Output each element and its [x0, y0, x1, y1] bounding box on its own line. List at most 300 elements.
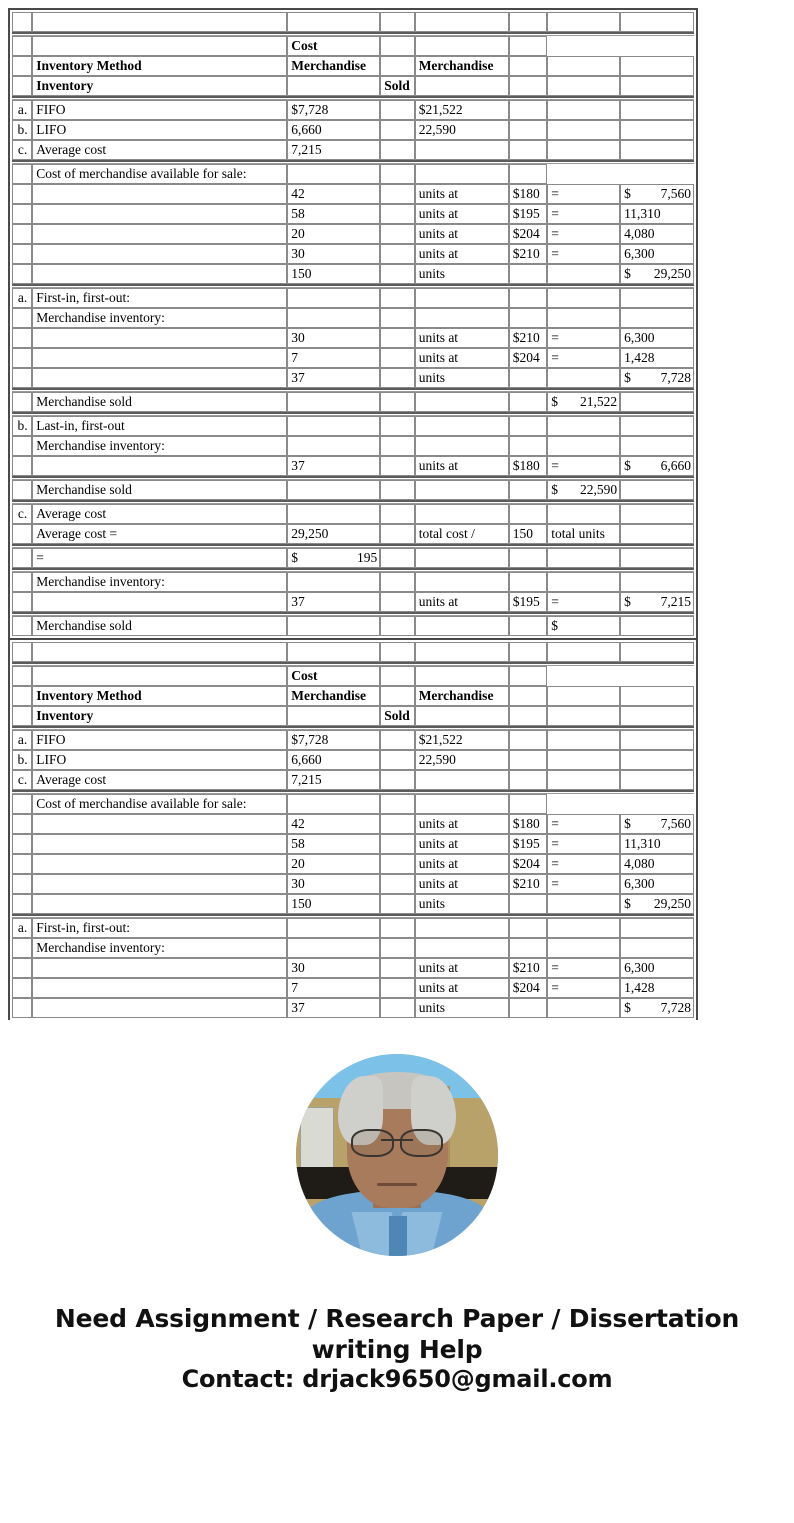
- cell-cost-inventory[interactable]: 6,660: [287, 120, 380, 140]
- header-merchandise-1[interactable]: Merchandise: [287, 686, 380, 706]
- cell-f[interactable]: [509, 140, 547, 160]
- cell-merch-sold[interactable]: [415, 140, 509, 160]
- cell-cost-inventory[interactable]: 7,215: [287, 140, 380, 160]
- cell-f[interactable]: [509, 100, 547, 120]
- label-fifo-title[interactable]: First-in, first-out:: [32, 288, 287, 308]
- cell-g[interactable]: [547, 548, 620, 568]
- cell-label[interactable]: [32, 978, 287, 998]
- cell-d[interactable]: [380, 592, 414, 612]
- cell-d[interactable]: [380, 794, 414, 814]
- cell-key[interactable]: [12, 666, 32, 686]
- cell-price[interactable]: $195: [509, 204, 547, 224]
- cell-units-at[interactable]: units at: [415, 592, 509, 612]
- cell-total-units-label[interactable]: total units: [547, 524, 620, 544]
- cell-d[interactable]: [380, 392, 414, 412]
- cell-g[interactable]: [547, 770, 620, 790]
- cell-h[interactable]: [620, 730, 694, 750]
- cell-units[interactable]: units: [415, 998, 509, 1018]
- cell-h[interactable]: [620, 140, 694, 160]
- cell-d[interactable]: [380, 436, 414, 456]
- cell-key[interactable]: [12, 244, 32, 264]
- cell-method[interactable]: FIFO: [32, 730, 287, 750]
- cell-f[interactable]: [509, 770, 547, 790]
- cell-key[interactable]: b.: [12, 416, 32, 436]
- cell-d[interactable]: [380, 416, 414, 436]
- cell-key[interactable]: [12, 958, 32, 978]
- cell-qty[interactable]: 150: [287, 264, 380, 284]
- cell-f[interactable]: [509, 706, 547, 726]
- header-inventory-method[interactable]: Inventory Method: [32, 56, 287, 76]
- cell-c[interactable]: [287, 794, 380, 814]
- cell-equals[interactable]: =: [547, 328, 620, 348]
- cell-e[interactable]: [415, 666, 509, 686]
- cell-sold-amount[interactable]: [547, 616, 620, 636]
- cell-d[interactable]: [380, 308, 414, 328]
- cell-f[interactable]: [509, 164, 547, 184]
- cell-key[interactable]: [12, 524, 32, 544]
- cell-equals[interactable]: =: [547, 834, 620, 854]
- cell-equals[interactable]: =: [547, 958, 620, 978]
- cell-amount[interactable]: 4,080: [620, 854, 694, 874]
- cell-key[interactable]: [12, 328, 32, 348]
- cell-label[interactable]: [32, 834, 287, 854]
- cell-equals[interactable]: =: [547, 456, 620, 476]
- cell-d[interactable]: [380, 224, 414, 244]
- cell-h[interactable]: [620, 938, 694, 958]
- cell-key[interactable]: [12, 642, 32, 662]
- cell-label[interactable]: [32, 854, 287, 874]
- label-cost-available[interactable]: Cost of merchandise available for sale:: [32, 164, 287, 184]
- header-merchandise-1[interactable]: Merchandise: [287, 56, 380, 76]
- cell-e[interactable]: [415, 706, 509, 726]
- cell-d[interactable]: [380, 12, 414, 32]
- cell-g[interactable]: [547, 938, 620, 958]
- cell-label[interactable]: [32, 814, 287, 834]
- cell-qty[interactable]: 150: [287, 894, 380, 914]
- cell-key[interactable]: [12, 706, 32, 726]
- cell-g[interactable]: [547, 918, 620, 938]
- cell-qty[interactable]: 37: [287, 998, 380, 1018]
- cell-qty[interactable]: 42: [287, 814, 380, 834]
- cell-merch-sold[interactable]: [415, 770, 509, 790]
- header-inventory[interactable]: Inventory: [32, 706, 287, 726]
- cell-f[interactable]: [509, 120, 547, 140]
- cell-units-at[interactable]: units at: [415, 204, 509, 224]
- label-merch-inventory[interactable]: Merchandise inventory:: [32, 436, 287, 456]
- label-merch-inventory[interactable]: Merchandise inventory:: [32, 572, 287, 592]
- cell-label[interactable]: [32, 368, 287, 388]
- label-avg-calc[interactable]: Average cost =: [32, 524, 287, 544]
- cell-c[interactable]: [287, 504, 380, 524]
- cell-c[interactable]: [287, 392, 380, 412]
- cell-d[interactable]: [380, 750, 414, 770]
- cell-equals[interactable]: =: [547, 874, 620, 894]
- cell-amount[interactable]: [620, 184, 694, 204]
- cell-units-at[interactable]: units at: [415, 456, 509, 476]
- cell-g[interactable]: [547, 140, 620, 160]
- cell-f[interactable]: [509, 288, 547, 308]
- cell-key[interactable]: [12, 456, 32, 476]
- cell-equals[interactable]: [547, 264, 620, 284]
- cell-equals[interactable]: =: [547, 978, 620, 998]
- cell-label[interactable]: [32, 998, 287, 1018]
- cell-label[interactable]: [32, 328, 287, 348]
- cell-label[interactable]: [32, 264, 287, 284]
- cell-equals[interactable]: =: [547, 814, 620, 834]
- cell-h[interactable]: [620, 770, 694, 790]
- cell-units-at[interactable]: units at: [415, 874, 509, 894]
- label-merch-inventory[interactable]: Merchandise inventory:: [32, 938, 287, 958]
- cell-avg-result[interactable]: [287, 548, 380, 568]
- cell-d[interactable]: [380, 100, 414, 120]
- cell-g[interactable]: [547, 76, 620, 96]
- cell-units[interactable]: units: [415, 894, 509, 914]
- cell-amount[interactable]: [620, 814, 694, 834]
- cell-key[interactable]: [12, 938, 32, 958]
- cell-key[interactable]: [12, 224, 32, 244]
- cell-d[interactable]: [380, 642, 414, 662]
- cell-d[interactable]: [380, 36, 414, 56]
- cell-amount[interactable]: 6,300: [620, 328, 694, 348]
- cell-h[interactable]: [620, 504, 694, 524]
- cell-equals[interactable]: =: [547, 244, 620, 264]
- cell-key[interactable]: [12, 76, 32, 96]
- cell-price[interactable]: $204: [509, 854, 547, 874]
- cell-equals[interactable]: [547, 894, 620, 914]
- cell-g[interactable]: [547, 416, 620, 436]
- cell-price[interactable]: [509, 264, 547, 284]
- cell-label[interactable]: [32, 592, 287, 612]
- cell-e[interactable]: [415, 794, 509, 814]
- cell-e[interactable]: [415, 436, 509, 456]
- header-merchandise-2[interactable]: Merchandise: [415, 686, 509, 706]
- cell-units[interactable]: units: [415, 264, 509, 284]
- cell-units-at[interactable]: units at: [415, 834, 509, 854]
- cell-h[interactable]: [620, 436, 694, 456]
- header-inventory-method[interactable]: Inventory Method: [32, 686, 287, 706]
- cell-price[interactable]: $180: [509, 456, 547, 476]
- cell-key[interactable]: [12, 368, 32, 388]
- cell-key[interactable]: [12, 348, 32, 368]
- cell-units-at[interactable]: units at: [415, 184, 509, 204]
- cell-key[interactable]: [12, 834, 32, 854]
- cell-merch-sold[interactable]: $21,522: [415, 100, 509, 120]
- cell-qty[interactable]: 30: [287, 244, 380, 264]
- cell-label[interactable]: [32, 456, 287, 476]
- cell-h[interactable]: [620, 706, 694, 726]
- cell-c[interactable]: [287, 308, 380, 328]
- cell-f[interactable]: [509, 76, 547, 96]
- cell-d[interactable]: [380, 288, 414, 308]
- cell-f[interactable]: [509, 616, 547, 636]
- cell-h[interactable]: [620, 56, 694, 76]
- header-inventory[interactable]: Inventory: [32, 76, 287, 96]
- cell-units-at[interactable]: units at: [415, 854, 509, 874]
- cell-g[interactable]: [547, 686, 620, 706]
- cell-h[interactable]: [620, 12, 694, 32]
- cell-amount-total[interactable]: [620, 998, 694, 1018]
- cell-h[interactable]: [620, 392, 694, 412]
- cell-g[interactable]: [547, 56, 620, 76]
- cell-equals[interactable]: =: [547, 204, 620, 224]
- cell-qty[interactable]: 58: [287, 834, 380, 854]
- cell-key[interactable]: [12, 548, 32, 568]
- header-sold[interactable]: Sold: [380, 706, 414, 726]
- cell-amount[interactable]: 1,428: [620, 348, 694, 368]
- cell-qty[interactable]: 30: [287, 958, 380, 978]
- cell-h[interactable]: [620, 308, 694, 328]
- cell-c[interactable]: [287, 416, 380, 436]
- cell-key[interactable]: [12, 164, 32, 184]
- cell-amount[interactable]: 6,300: [620, 958, 694, 978]
- cell-equals[interactable]: =: [547, 348, 620, 368]
- cell-qty[interactable]: 30: [287, 874, 380, 894]
- cell-h[interactable]: [620, 750, 694, 770]
- cell-g[interactable]: [547, 504, 620, 524]
- cell-qty[interactable]: 7: [287, 978, 380, 998]
- cell-label[interactable]: [32, 348, 287, 368]
- cell-total-units[interactable]: 150: [509, 524, 547, 544]
- cell-units-at[interactable]: units at: [415, 224, 509, 244]
- cell-d[interactable]: [380, 504, 414, 524]
- cell-f[interactable]: [509, 750, 547, 770]
- cell-e[interactable]: [415, 616, 509, 636]
- cell-key[interactable]: [12, 794, 32, 814]
- cell-total-cost-label[interactable]: total cost /: [415, 524, 509, 544]
- cell-d[interactable]: [380, 874, 414, 894]
- cell-e[interactable]: [415, 480, 509, 500]
- cell-qty[interactable]: 20: [287, 854, 380, 874]
- cell-merch-sold[interactable]: 22,590: [415, 120, 509, 140]
- cell-key[interactable]: [12, 686, 32, 706]
- cell-label[interactable]: [32, 244, 287, 264]
- cell-d[interactable]: [380, 686, 414, 706]
- label-merch-sold[interactable]: Merchandise sold: [32, 480, 287, 500]
- cell-h[interactable]: [620, 686, 694, 706]
- cell-label[interactable]: [32, 642, 287, 662]
- cell-amount-total[interactable]: [620, 456, 694, 476]
- cell-key[interactable]: [12, 392, 32, 412]
- cell-d[interactable]: [380, 56, 414, 76]
- cell-cost-inventory[interactable]: $7,728: [287, 100, 380, 120]
- cell-qty[interactable]: 58: [287, 204, 380, 224]
- cell-d[interactable]: [380, 456, 414, 476]
- cell-key[interactable]: [12, 436, 32, 456]
- cell-amount[interactable]: 1,428: [620, 978, 694, 998]
- cell-f[interactable]: [509, 36, 547, 56]
- cell-label[interactable]: [32, 894, 287, 914]
- cell-units[interactable]: units: [415, 368, 509, 388]
- cell-key[interactable]: b.: [12, 120, 32, 140]
- cell-f[interactable]: [509, 666, 547, 686]
- cell-price[interactable]: $204: [509, 978, 547, 998]
- cell-d[interactable]: [380, 204, 414, 224]
- cell-equals[interactable]: [547, 998, 620, 1018]
- cell-e[interactable]: [415, 416, 509, 436]
- cell-h[interactable]: [620, 480, 694, 500]
- cell-key[interactable]: b.: [12, 750, 32, 770]
- cell-amount[interactable]: 6,300: [620, 874, 694, 894]
- label-cost-available[interactable]: Cost of merchandise available for sale:: [32, 794, 287, 814]
- cell-qty[interactable]: 37: [287, 368, 380, 388]
- cell-d[interactable]: [380, 958, 414, 978]
- cell-c[interactable]: [287, 12, 380, 32]
- cell-f[interactable]: [509, 416, 547, 436]
- cell-c[interactable]: [287, 918, 380, 938]
- cell-key[interactable]: [12, 814, 32, 834]
- cell-g[interactable]: [547, 572, 620, 592]
- cell-f[interactable]: [509, 480, 547, 500]
- cell-d[interactable]: [380, 814, 414, 834]
- cell-d[interactable]: [380, 164, 414, 184]
- cell-key[interactable]: [12, 854, 32, 874]
- cell-f[interactable]: [509, 56, 547, 76]
- cell-label[interactable]: [32, 666, 287, 686]
- cell-e[interactable]: [415, 392, 509, 412]
- cell-key[interactable]: [12, 12, 32, 32]
- cell-d[interactable]: [380, 666, 414, 686]
- cell-g[interactable]: [547, 436, 620, 456]
- cell-f[interactable]: [509, 938, 547, 958]
- cell-key[interactable]: [12, 56, 32, 76]
- cell-h[interactable]: [620, 548, 694, 568]
- cell-d[interactable]: [380, 918, 414, 938]
- cell-c[interactable]: [287, 436, 380, 456]
- cell-d[interactable]: [380, 120, 414, 140]
- cell-method[interactable]: LIFO: [32, 750, 287, 770]
- cell-key[interactable]: a.: [12, 100, 32, 120]
- cell-total-cost[interactable]: 29,250: [287, 524, 380, 544]
- cell-key[interactable]: [12, 308, 32, 328]
- cell-price[interactable]: [509, 998, 547, 1018]
- cell-d[interactable]: [380, 328, 414, 348]
- cell-amount-total[interactable]: [620, 592, 694, 612]
- cell-c[interactable]: [287, 480, 380, 500]
- cell-key[interactable]: a.: [12, 918, 32, 938]
- cell-key[interactable]: [12, 572, 32, 592]
- label-merch-sold[interactable]: Merchandise sold: [32, 616, 287, 636]
- cell-e[interactable]: [415, 36, 509, 56]
- cell-h[interactable]: [620, 572, 694, 592]
- cell-d[interactable]: [380, 244, 414, 264]
- cell-units-at[interactable]: units at: [415, 814, 509, 834]
- header-cost[interactable]: Cost: [287, 36, 380, 56]
- cell-g[interactable]: [547, 12, 620, 32]
- cell-d[interactable]: [380, 616, 414, 636]
- cell-f[interactable]: [509, 794, 547, 814]
- cell-qty[interactable]: 20: [287, 224, 380, 244]
- header-cost[interactable]: Cost: [287, 666, 380, 686]
- cell-h[interactable]: [620, 918, 694, 938]
- cell-units-at[interactable]: units at: [415, 244, 509, 264]
- cell-e[interactable]: [415, 76, 509, 96]
- cell-d[interactable]: [380, 978, 414, 998]
- cell-method[interactable]: FIFO: [32, 100, 287, 120]
- cell-label[interactable]: [32, 224, 287, 244]
- cell-d[interactable]: [380, 368, 414, 388]
- cell-price[interactable]: $210: [509, 874, 547, 894]
- cell-d[interactable]: [380, 480, 414, 500]
- header-merchandise-2[interactable]: Merchandise: [415, 56, 509, 76]
- cell-price[interactable]: [509, 368, 547, 388]
- cell-equals[interactable]: [547, 368, 620, 388]
- cell-h[interactable]: [620, 288, 694, 308]
- cell-price[interactable]: $204: [509, 224, 547, 244]
- cell-equals[interactable]: =: [547, 854, 620, 874]
- cell-key[interactable]: [12, 184, 32, 204]
- cell-e[interactable]: [415, 308, 509, 328]
- cell-h[interactable]: [620, 100, 694, 120]
- cell-qty[interactable]: 42: [287, 184, 380, 204]
- cell-price[interactable]: $195: [509, 592, 547, 612]
- cell-cost-inventory[interactable]: $7,728: [287, 730, 380, 750]
- cell-g[interactable]: [547, 308, 620, 328]
- cell-h[interactable]: [620, 120, 694, 140]
- cell-f[interactable]: [509, 730, 547, 750]
- cell-cost-inventory[interactable]: 7,215: [287, 770, 380, 790]
- cell-merch-sold[interactable]: 22,590: [415, 750, 509, 770]
- cell-f[interactable]: [509, 548, 547, 568]
- cell-cost-inventory[interactable]: 6,660: [287, 750, 380, 770]
- cell-d[interactable]: [380, 730, 414, 750]
- cell-f[interactable]: [509, 436, 547, 456]
- cell-equals[interactable]: =: [547, 184, 620, 204]
- cell-e[interactable]: [415, 642, 509, 662]
- cell-h[interactable]: [620, 616, 694, 636]
- cell-key[interactable]: [12, 616, 32, 636]
- cell-g[interactable]: [547, 120, 620, 140]
- cell-key[interactable]: [12, 978, 32, 998]
- cell-units-at[interactable]: units at: [415, 328, 509, 348]
- cell-key[interactable]: [12, 592, 32, 612]
- label-merch-sold[interactable]: Merchandise sold: [32, 392, 287, 412]
- cell-amount-total[interactable]: [620, 368, 694, 388]
- cell-equals-label[interactable]: =: [32, 548, 287, 568]
- label-avg-title[interactable]: Average cost: [32, 504, 287, 524]
- cell-c[interactable]: [287, 938, 380, 958]
- cell-d[interactable]: [380, 834, 414, 854]
- cell-d[interactable]: [380, 938, 414, 958]
- cell-key[interactable]: [12, 894, 32, 914]
- cell-h[interactable]: [620, 524, 694, 544]
- cell-amount-total[interactable]: [620, 894, 694, 914]
- cell-f[interactable]: [509, 572, 547, 592]
- cell-h[interactable]: [620, 76, 694, 96]
- cell-e[interactable]: [415, 918, 509, 938]
- cell-qty[interactable]: 7: [287, 348, 380, 368]
- cell-label[interactable]: [32, 958, 287, 978]
- cell-e[interactable]: [415, 164, 509, 184]
- cell-g[interactable]: [547, 288, 620, 308]
- header-sold[interactable]: Sold: [380, 76, 414, 96]
- cell-units-at[interactable]: units at: [415, 958, 509, 978]
- cell-d[interactable]: [380, 184, 414, 204]
- cell-f[interactable]: [509, 392, 547, 412]
- cell-g[interactable]: [547, 642, 620, 662]
- cell-key[interactable]: [12, 204, 32, 224]
- cell-label[interactable]: [32, 184, 287, 204]
- cell-key[interactable]: [12, 36, 32, 56]
- cell-e[interactable]: [415, 938, 509, 958]
- cell-f[interactable]: [509, 12, 547, 32]
- cell-d[interactable]: [380, 348, 414, 368]
- cell-qty[interactable]: 37: [287, 456, 380, 476]
- cell-price[interactable]: $210: [509, 958, 547, 978]
- cell-d[interactable]: [380, 770, 414, 790]
- cell-c[interactable]: [287, 642, 380, 662]
- cell-label[interactable]: [32, 36, 287, 56]
- cell-units-at[interactable]: units at: [415, 348, 509, 368]
